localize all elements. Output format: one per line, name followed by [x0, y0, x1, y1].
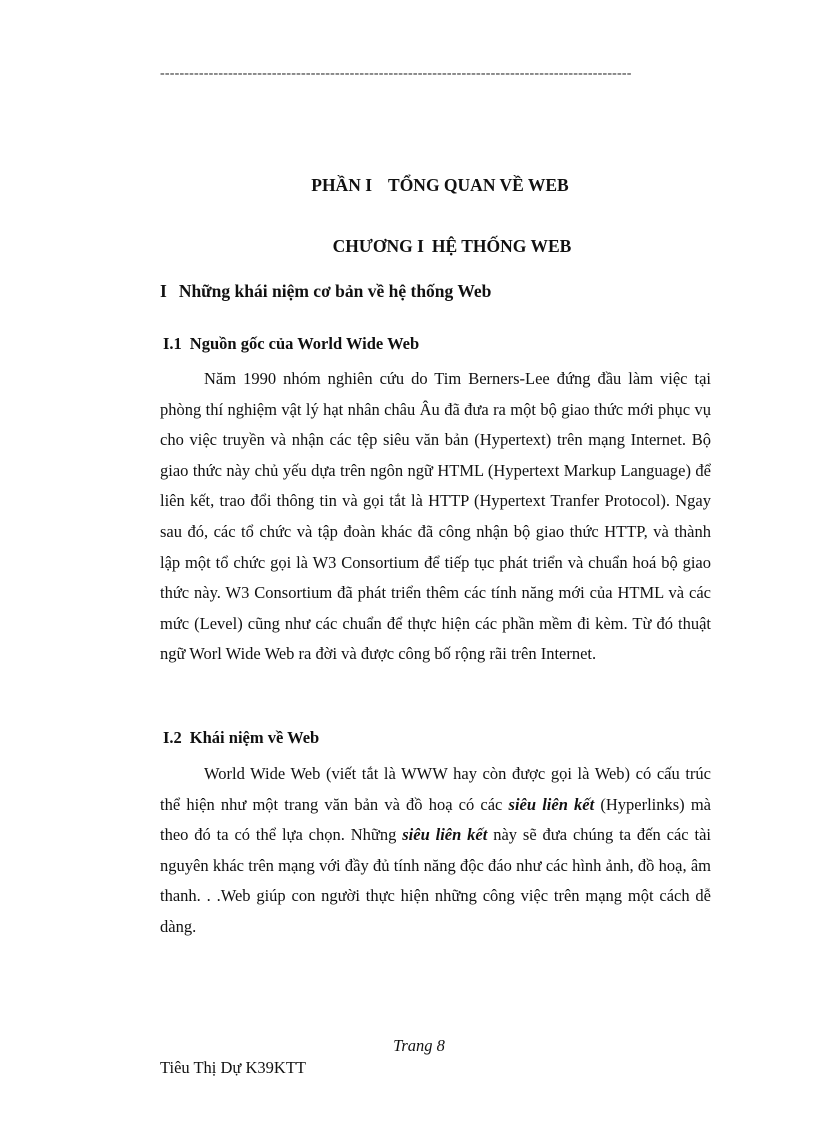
chapter-heading [0, 236, 816, 257]
web-concept-text-1: World Wide Web (viết tắt là WWW hay còn được gọi là Web) có cấu trúc thể hiện như một trang văn bản và đồ hoạ có các [160, 764, 711, 814]
section-title: Những khái niệm cơ bản về hệ thống Web [178, 281, 492, 301]
hyperlink-term-2: siêu liên kết [402, 825, 488, 845]
chapter-title-text: HỆ THỐNG WEB [431, 236, 572, 256]
web-concept-text-3: này sẽ đưa chúng ta đến các tài nguyên khác trên mạng với đầy đủ tính năng độc đáo như các hình ảnh, đồ hoạ, âm thanh. . .Web giúp con người thực hiện những công việc trên mạng một cách dễ dàng. [160, 825, 711, 936]
subsection-number-1: I.1 [163, 334, 182, 353]
subsection-title-2: Khái niệm về Web [189, 728, 320, 747]
hyperlink-term-1: siêu liên kết [508, 794, 595, 814]
part-title-text: TỔNG QUAN VỀ WEB [388, 175, 569, 195]
author-footer: Tiêu Thị Dự K39KTT [160, 1058, 306, 1077]
paragraph-origin: Năm 1990 nhóm nghiên cứu do Tim Berners-Lee đứng đầu làm việc tại phòng thí nghiệm vật lý hạt nhân châu Âu đã đưa ra một bộ giao thức mới phục vụ cho việc truyền và nhận các tệp siêu văn bản (Hypertext) trên mạng Internet. Bộ giao thức này chủ yếu dựa trên ngôn ngữ HTML (Hypertext Markup Language) để liên kết, trao đổi thông tin và gọi tắt là HTTP (Hypertext Tranfer Protocol). Ngay sau đó, các tổ chức và tập đoàn khác đã công nhận bộ giao thức HTTP, và thành lập một tổ chức gọi là W3 Consortium để tiếp tục phát triển và chuẩn hoá bộ giao thức này. W3 Consortium đã phát triển thêm các tính năng mới của HTML và các mức (Level) cũng như các chuẩn để thực hiện các phần mềm đi kèm. Từ đó thuật ngữ Worl Wide Web ra đời và được công bố rộng rãi trên Internet. [160, 369, 711, 664]
subsection-heading-2 [163, 728, 319, 748]
section-number: I [160, 281, 167, 301]
chapter-label: CHƯƠNG I [332, 236, 424, 256]
part-label: PHẦN I [311, 175, 373, 195]
subsection-heading-1 [163, 334, 419, 354]
paragraph-web-concept [160, 759, 711, 943]
page-number: Trang 8 [393, 1036, 445, 1055]
header-dash-rule: ------------------------------------------------------------------------------------------------- [160, 66, 632, 81]
subsection-number-2: I.2 [163, 728, 182, 747]
web-concept-text-2: (Hyperlinks) mà theo đó ta có thể lựa chọn. Những [160, 794, 711, 845]
subsection-title-1: Nguồn gốc của World Wide Web [189, 334, 420, 353]
part-heading [0, 175, 816, 196]
section-heading [160, 281, 491, 302]
